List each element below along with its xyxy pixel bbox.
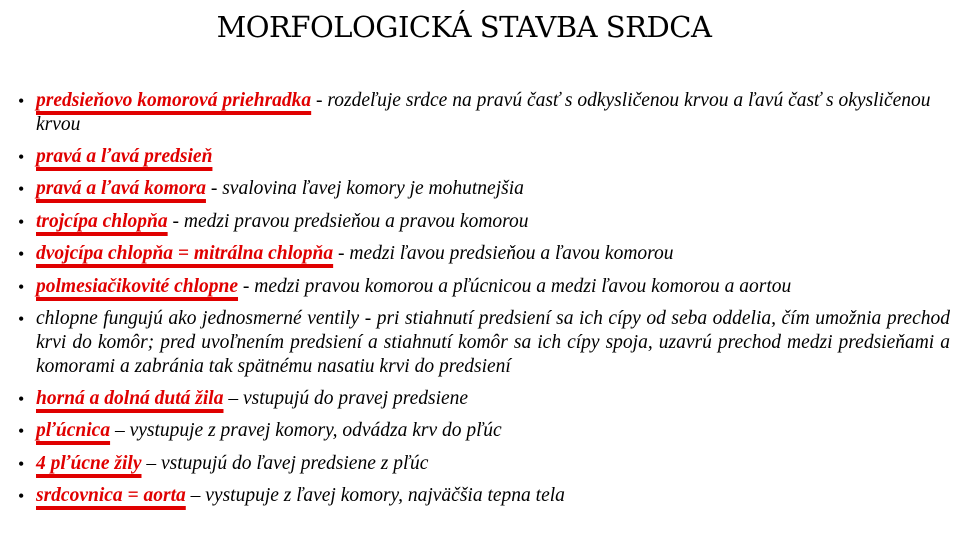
bullet-icon: • — [18, 91, 25, 111]
bullet-icon: • — [18, 309, 25, 330]
term-highlight: dvojcípa chlopňa = mitrálna chlopňa — [36, 243, 334, 265]
term-highlight: horná a dolná dutá žila — [36, 388, 224, 410]
term-highlight: srdcovnica = aorta — [36, 485, 186, 507]
term-highlight: pľúcnica — [36, 420, 111, 442]
item-text: - medzi pravou komorou a pľúcnicou a medzi ľavou komorou a aortou — [238, 275, 792, 297]
list-item — [18, 448, 950, 480]
list-item — [18, 271, 950, 303]
bullet-icon: • — [18, 244, 25, 265]
term-highlight: polmesiačikovité chlopne — [36, 275, 239, 297]
term-highlight: predsieňovo komorová priehradka — [36, 90, 312, 111]
item-text: chlopne fungujú ako jednosmerné ventily - pri stiahnutí predsiení sa ich cípy od seba oddelia, čím umožnia prechod krvi do komôr; pred uvoľnením predsiení a stiahnutí komôr sa ich cípy spoja, uzavrú prechod medzi predsieňami a komorami a zabránia tak spätnému nasatiu krvi do predsiení — [36, 308, 950, 378]
list-item — [18, 206, 950, 238]
bullet-icon: • — [18, 179, 25, 200]
list-item — [18, 415, 950, 447]
bullet-icon: • — [18, 211, 25, 232]
slide-title: MORFOLOGICKÁ STAVBA SRDCA — [216, 10, 712, 44]
term-highlight: 4 pľúcne žily — [36, 452, 142, 474]
bullet-icon: • — [18, 486, 25, 507]
bullet-list — [18, 85, 950, 513]
item-text: – vstupujú do ľavej predsiene z pľúc — [141, 452, 429, 474]
item-text: - rozdeľuje srdce na pravú časť s odkysličenou krvou a ľavú časť s okysličenou krvou — [36, 90, 931, 135]
bullet-icon: • — [18, 389, 25, 410]
item-text: - medzi ľavou predsieňou a ľavou komorou — [333, 243, 674, 265]
item-text: - medzi pravou predsieňou a pravou komorou — [167, 210, 529, 232]
bullet-icon: • — [18, 421, 25, 442]
list-item — [18, 141, 950, 173]
term-highlight: trojcípa chlopňa — [36, 210, 168, 232]
item-text: - svalovina ľavej komory je mohutnejšia — [205, 178, 524, 200]
item-text: – vystupuje z ľavej komory, najväčšia tepna tela — [185, 485, 565, 507]
item-text: – vystupuje z pravej komory, odvádza krv do pľúc — [110, 420, 502, 442]
list-item — [18, 480, 950, 512]
list-item — [18, 238, 950, 270]
item-text: – vstupujú do pravej predsiene — [223, 388, 469, 410]
list-item — [18, 173, 950, 205]
list-item — [18, 85, 950, 141]
bullet-icon: • — [18, 453, 25, 474]
bullet-icon: • — [18, 147, 25, 167]
list-item — [18, 303, 950, 383]
bullet-icon: • — [18, 276, 25, 297]
list-item — [18, 383, 950, 415]
term-highlight: pravá a ľavá komora — [36, 178, 206, 200]
term-highlight: pravá a ľavá predsieň — [36, 146, 213, 167]
